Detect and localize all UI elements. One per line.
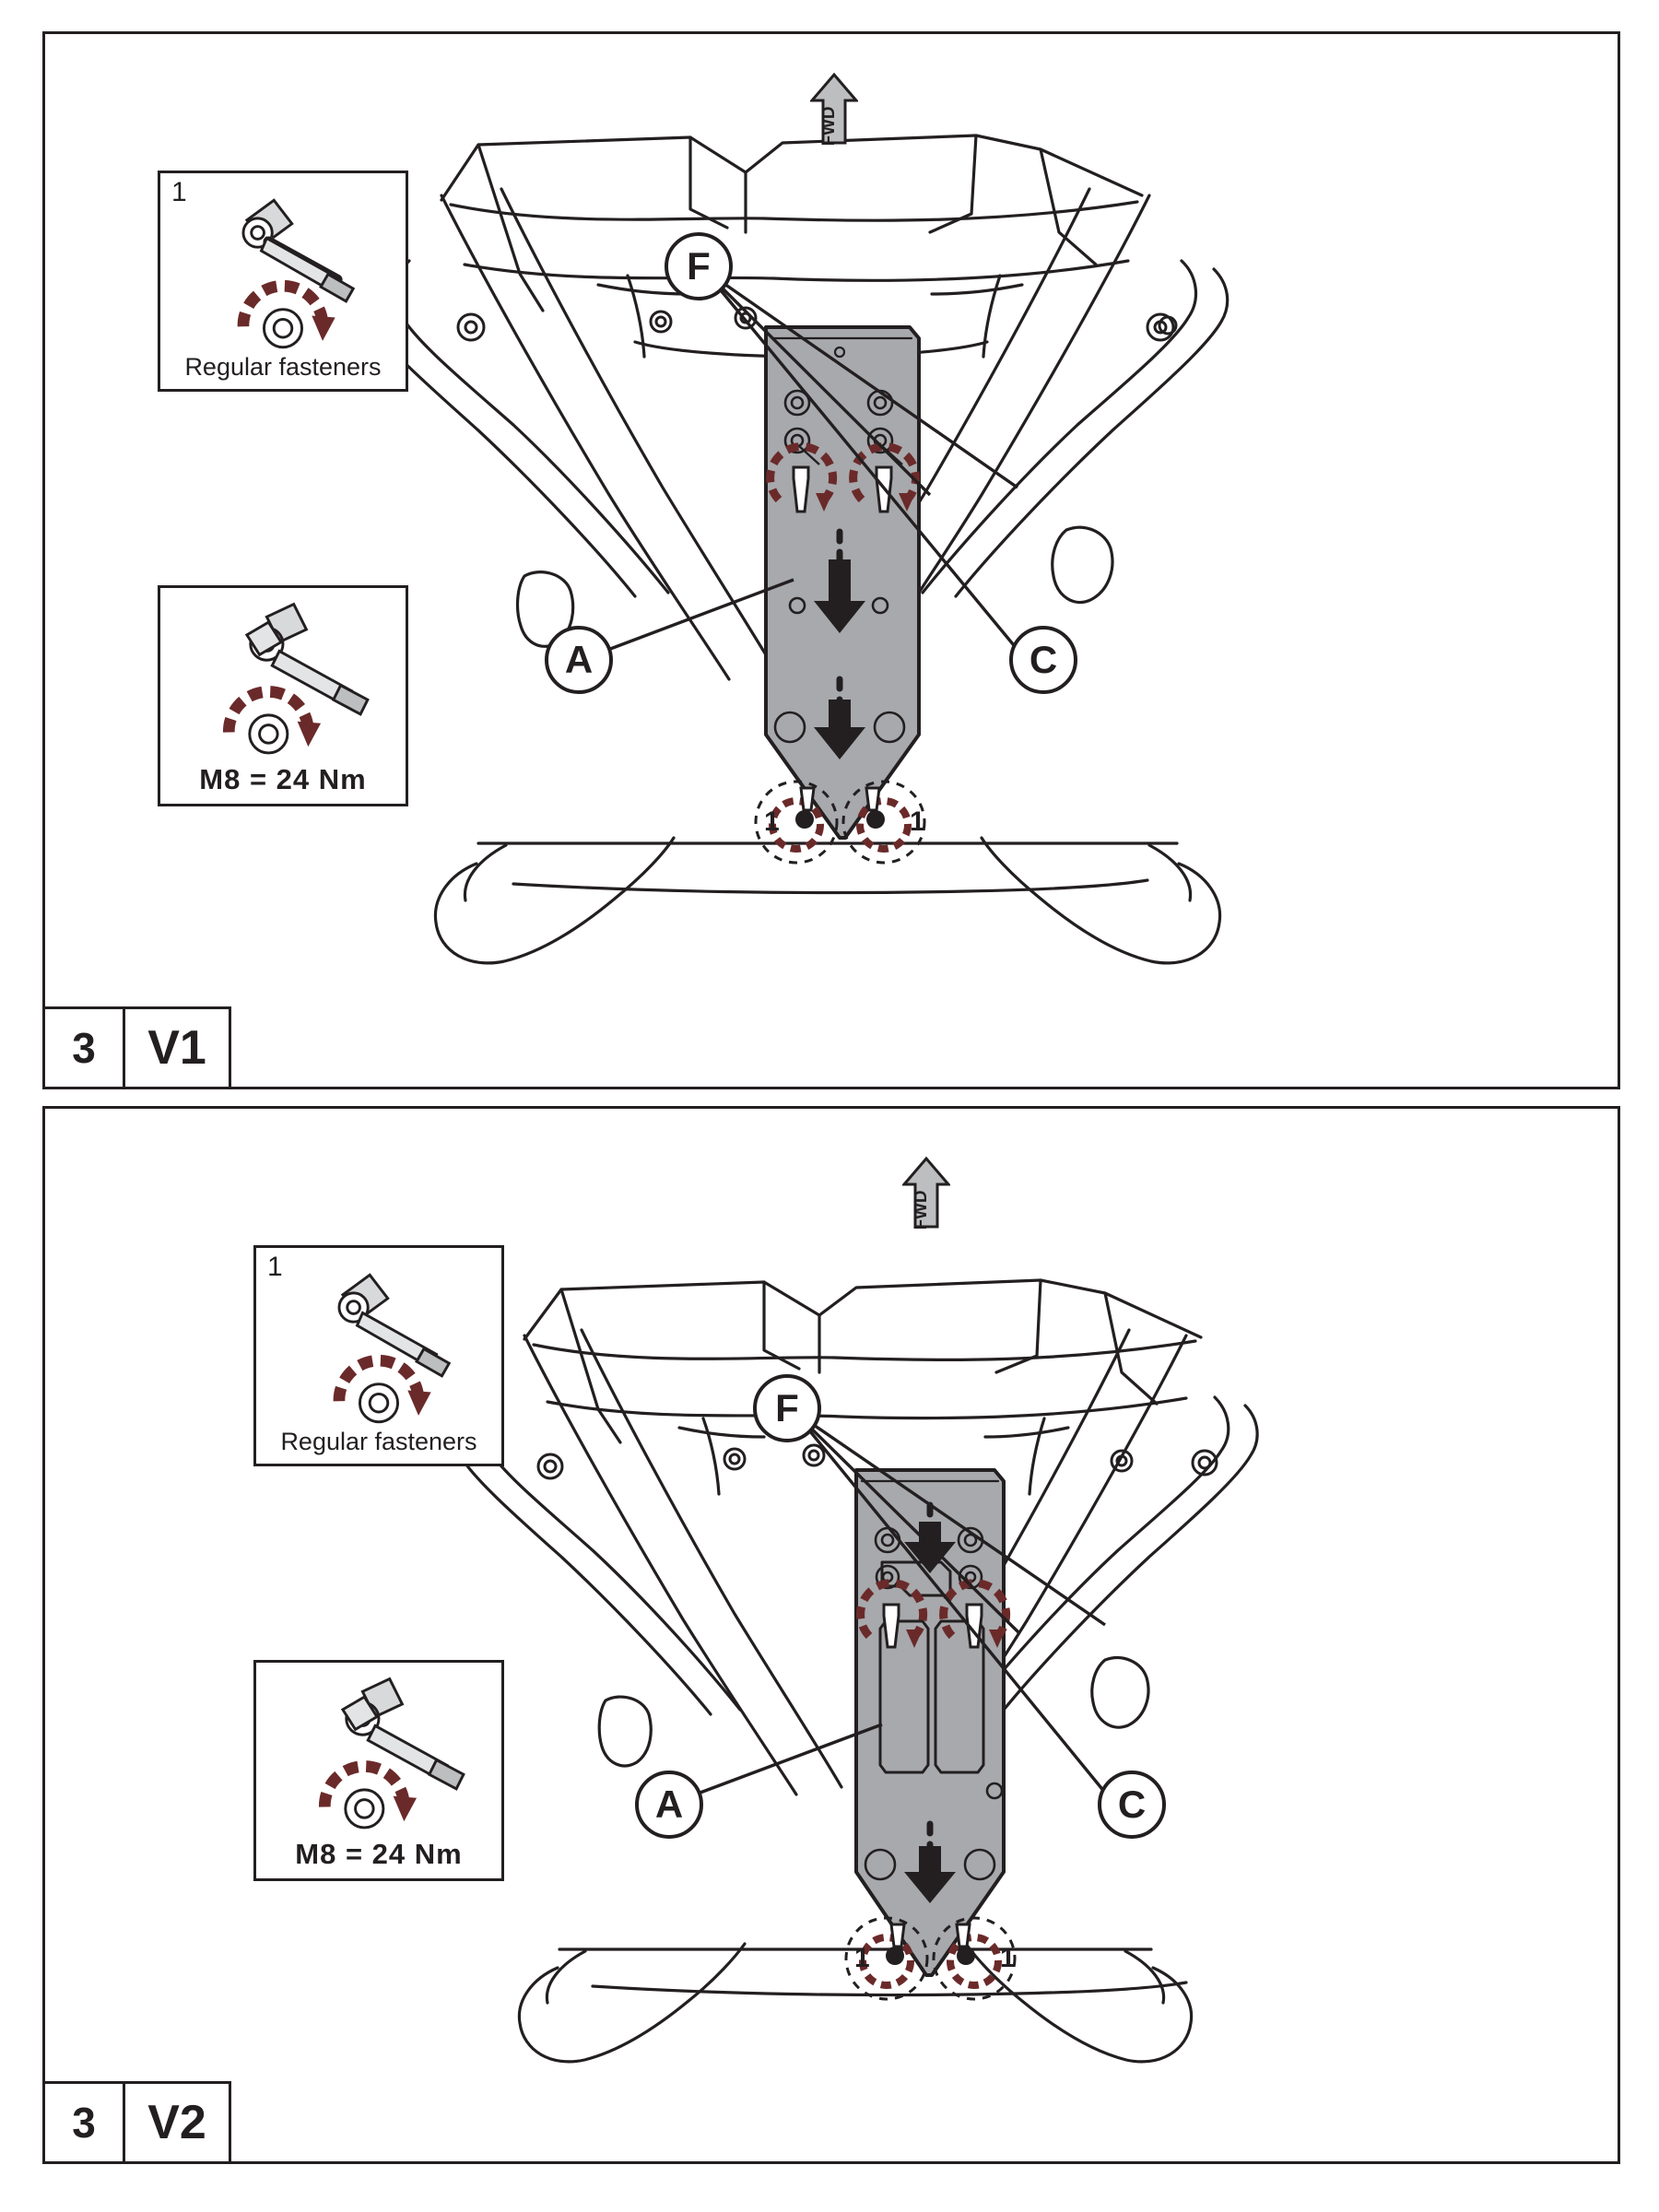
tool-callout-caption: Regular fasteners <box>280 1428 477 1455</box>
fastener-count-right: 1 <box>1000 1943 1016 1973</box>
tool-callout-number: 1 <box>267 1252 283 1282</box>
callout-a: A <box>635 1771 703 1839</box>
fastener-count-left: 1 <box>764 806 780 837</box>
svg-text:FWD: FWD <box>819 106 839 145</box>
callout-f: F <box>665 232 733 300</box>
callout-f: F <box>753 1374 821 1442</box>
torque-spec-label: M8 = 24 Nm <box>199 763 367 795</box>
tool-callout-regular-fasteners-v2 <box>253 1245 504 1466</box>
callout-c: C <box>1098 1771 1166 1839</box>
fastener-count-left: 1 <box>854 1943 870 1973</box>
callout-c: C <box>1009 626 1077 694</box>
step-label-v2 <box>42 2081 231 2164</box>
torque-spec-label: M8 = 24 Nm <box>295 1838 463 1870</box>
variant-label: V1 <box>123 1006 231 1089</box>
variant-label: V2 <box>123 2081 231 2164</box>
fwd-direction-arrow <box>810 73 858 149</box>
fastener-count-right: 1 <box>910 806 925 837</box>
diagram-panel-v1 <box>42 31 1620 1089</box>
fwd-direction-arrow <box>902 1157 950 1233</box>
tool-callout-torque-spec-v1 <box>158 585 408 806</box>
callout-a: A <box>545 626 613 694</box>
tool-callout-regular-fasteners-v1 <box>158 171 408 392</box>
diagram-panel-v2 <box>42 1106 1620 2164</box>
tool-callout-caption: Regular fasteners <box>184 353 382 381</box>
step-number: 3 <box>42 1006 125 1089</box>
tool-callout-number: 1 <box>171 177 187 207</box>
step-label-v1 <box>42 1006 231 1089</box>
svg-text:FWD: FWD <box>912 1190 931 1229</box>
tool-callout-torque-spec-v2 <box>253 1660 504 1881</box>
step-number: 3 <box>42 2081 125 2164</box>
